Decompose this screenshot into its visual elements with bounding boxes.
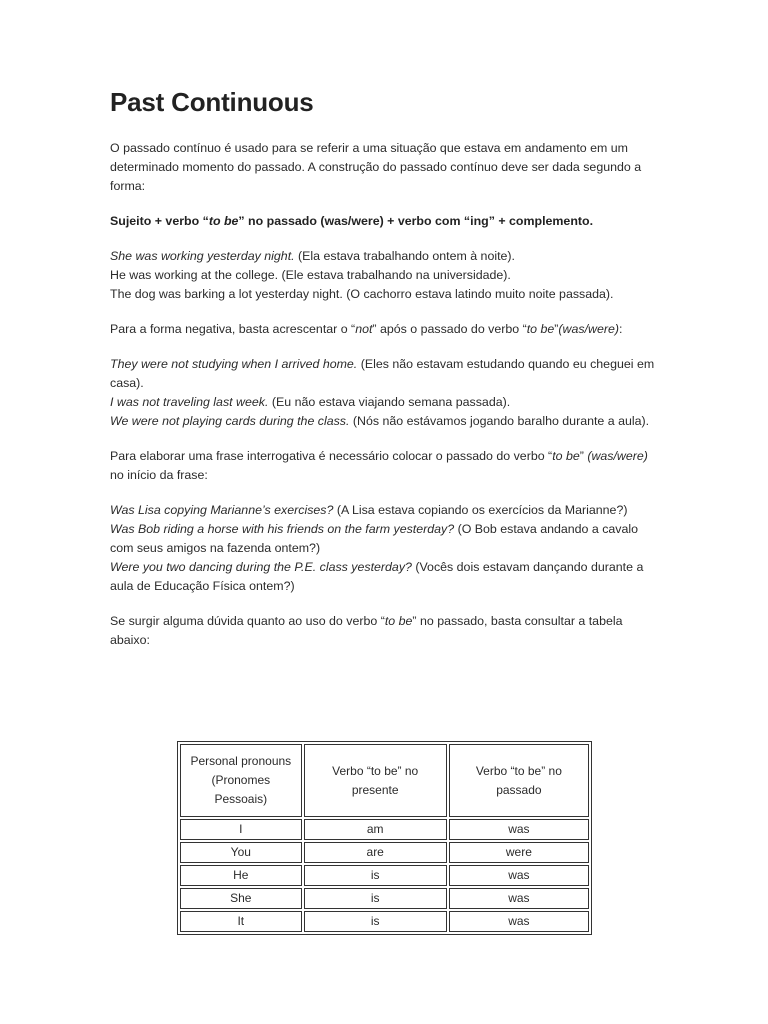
negative-intro: Para a forma negativa, basta acrescentar o “not” após o passado do verbo “to be”(was/were):	[110, 322, 623, 336]
table-intro: Se surgir alguma dúvida quanto ao uso do verbo “to be” no passado, basta consultar a tabela abaixo:	[110, 614, 623, 647]
table-cell: is	[304, 911, 447, 932]
table-row	[180, 888, 589, 909]
formula-paragraph: Sujeito + verbo “to be” no passado (was/were) + verbo com “ing” + complemento.	[110, 214, 594, 228]
question-example: Was Lisa copying Marianne’s exercises? (A Lisa estava copiando os exercícios da Marianne?)	[110, 503, 628, 517]
negative-example: I was not traveling last week. (Eu não estava viajando semana passada).	[110, 395, 511, 409]
table-cell: He	[180, 865, 302, 886]
table-cell: are	[304, 842, 447, 863]
table-cell: is	[304, 888, 447, 909]
table-header-present: Verbo “to be” no presente	[304, 744, 447, 817]
table-header-past: Verbo “to be” no passado	[449, 744, 589, 817]
table-row	[180, 911, 589, 932]
table-cell: It	[180, 911, 302, 932]
table-header-pronouns: Personal pronouns (Pronomes Pessoais)	[180, 744, 302, 817]
article-body	[110, 86, 658, 650]
table-cell: She	[180, 888, 302, 909]
page-title: Past Continuous	[110, 87, 314, 117]
table-cell: You	[180, 842, 302, 863]
table-cell: I	[180, 819, 302, 840]
table-cell: was	[449, 911, 589, 932]
table-cell: was	[449, 819, 589, 840]
example-sentence: She was working yesterday night. (Ela estava trabalhando ontem à noite).	[110, 249, 515, 263]
table-row	[180, 865, 589, 886]
question-example: Was Bob riding a horse with his friends on the farm yesterday? (O Bob estava andando a cavalo com seus amigos na fazenda ontem?)	[110, 522, 639, 555]
table-cell: were	[449, 842, 589, 863]
example-sentence: The dog was barking a lot yesterday night. (O cachorro estava latindo muito noite passada).	[110, 287, 614, 301]
table-row	[180, 842, 589, 863]
table-cell: am	[304, 819, 447, 840]
table-cell: is	[304, 865, 447, 886]
verb-to-be-table	[177, 741, 592, 935]
question-intro: Para elaborar uma frase interrogativa é necessário colocar o passado do verbo “to be” (was/were) no início da frase:	[110, 449, 648, 482]
table-header-row	[180, 744, 589, 817]
negative-example: We were not playing cards during the class. (Nós não estávamos jogando baralho durante a aula).	[110, 414, 650, 428]
table-cell: was	[449, 888, 589, 909]
question-example: Were you two dancing during the P.E. class yesterday? (Vocês dois estavam dançando durante a aula de Educação Física ontem?)	[110, 560, 644, 593]
table-cell: was	[449, 865, 589, 886]
table-row	[180, 819, 589, 840]
intro-paragraph: O passado contínuo é usado para se referir a uma situação que estava em andamento em um determinado momento do passado. A construção do passado contínuo deve ser dada segundo a forma:	[110, 141, 642, 193]
example-sentence: He was working at the college. (Ele estava trabalhando na universidade).	[110, 268, 511, 282]
negative-example: They were not studying when I arrived home. (Eles não estavam estudando quando eu cheguei em casa).	[110, 357, 655, 390]
